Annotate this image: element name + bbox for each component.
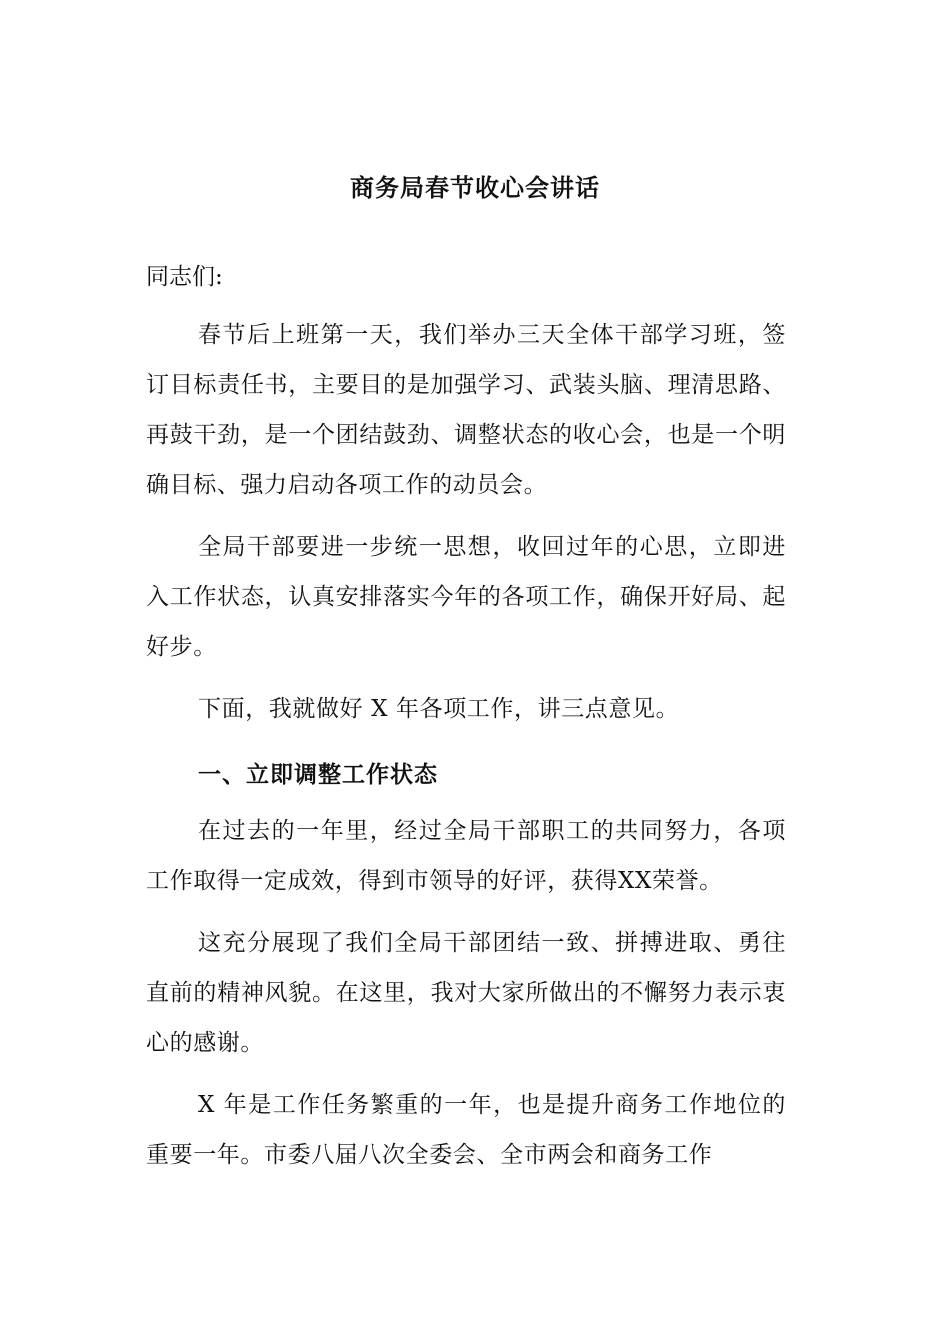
paragraph-this-year: X 年是工作任务繁重的一年，也是提升商务工作地位的重要一年。市委八届八次全委会、全市两会和商务工作: [146, 1092, 786, 1168]
paragraph-unify-thinking: 全局干部要进一步统一思想，收回过年的心思，立即进入工作状态，认真安排落实今年的各项工作，确保开好局、起好步。: [146, 534, 786, 660]
document-title: 商务局春节收心会讲话: [350, 173, 600, 202]
section-heading: 一、立即调整工作状态: [198, 761, 438, 788]
paragraph-intro: 春节后上班第一天，我们举办三天全体干部学习班，签订目标责任书，主要目的是加强学习、武装头脑、理清思路、再鼓干劲，是一个团结鼓劲、调整状态的收心会，也是一个明确目标、强力启动各项工作的动员会。: [146, 322, 786, 498]
paragraph-three-points: 下面，我就做好 X 年各项工作，讲三点意见。: [198, 696, 680, 722]
paragraph-past-year: 在过去的一年里，经过全局干部职工的共同努力，各项工作取得一定成效，得到市领导的好评，获得XX荣誉。: [146, 818, 786, 894]
salutation: 同志们:: [146, 264, 223, 290]
paragraph-spirit: 这充分展现了我们全局干部团结一致、拼搏进取、勇往直前的精神风貌。在这里，我对大家所做出的不懈努力表示衷心的感谢。: [146, 930, 786, 1056]
